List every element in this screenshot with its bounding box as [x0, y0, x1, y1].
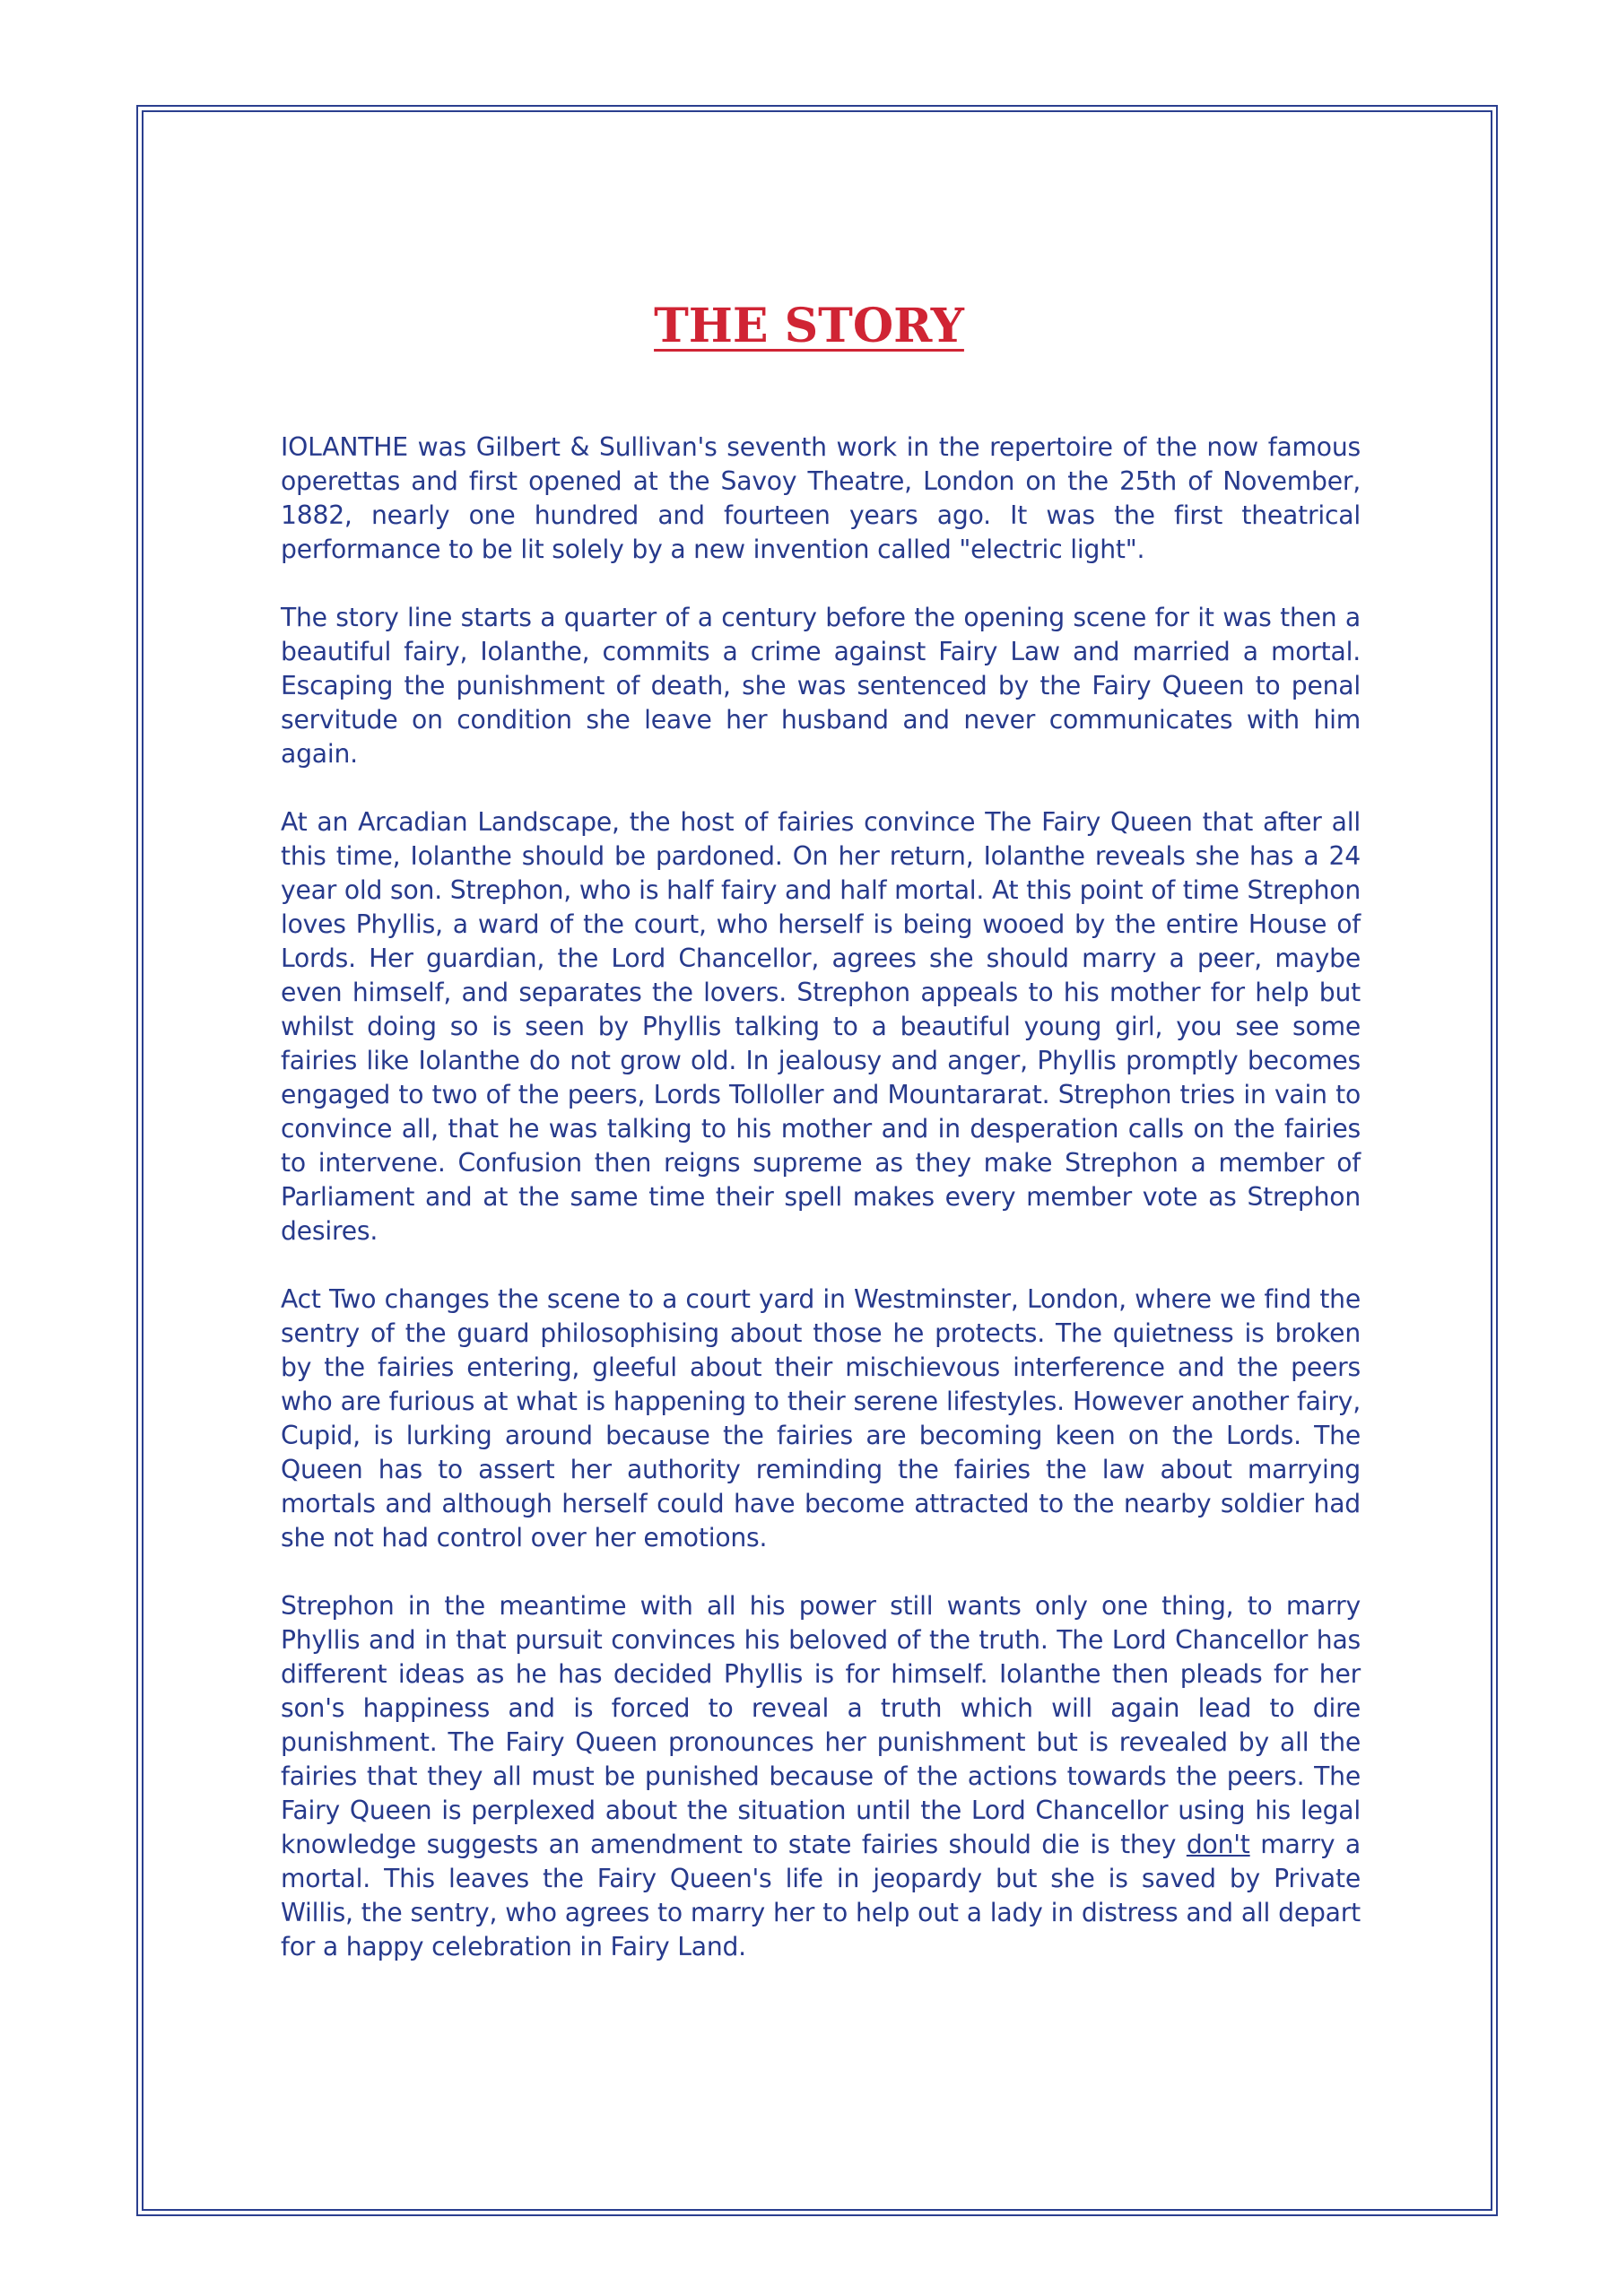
- story-paragraph-5-start: Strephon in the meantime with all his power still wants only one thing, to marry Phyllis and in that pursuit convinces his beloved of the truth. The Lord Chancellor has different ideas as he has decided Phyllis is for himself. Iolanthe then pleads for her son's happiness and is forced to reveal a truth which will again lead to dire punishment. The Fairy Queen pronounces her punishment but is revealed by all the fairies that they all must be punished because of the actions towards the peers. The Fairy Queen is perplexed about the situation until the Lord Chancellor using his legal knowledge suggests an amendment to state fairies should die is they: [281, 1591, 1361, 1859]
- story-paragraph-4: Act Two changes the scene to a court yard in Westminster, London, where we find the sentry of the guard philosophising about those he protects. The quietness is broken by the fairies entering, gleeful about their mischievous interference and the peers who are furious at what is happening to their serene lifestyles. However another fairy, Cupid, is lurking around because the fairies are becoming keen on the Lords. The Queen has to assert her authority reminding the fairies the law about marrying mortals and although herself could have become attracted to the nearby soldier had she not had control over her emotions.: [281, 1284, 1361, 1552]
- underlined-word: don't: [1186, 1830, 1250, 1859]
- story-paragraph-3: At an Arcadian Landscape, the host of fairies convince The Fairy Queen that after all this time, Iolanthe should be pardoned. On her return, Iolanthe reveals she has a 24 year old son. Strephon, who is half fairy and half mortal. At this point of time Strephon loves Phyllis, a ward of the court, who herself is being wooed by the entire House of Lords. Her guardian, the Lord Chancellor, agrees she should marry a peer, maybe even himself, and separates the lovers. Strephon appeals to his mother for help but whilst doing so is seen by Phyllis talking to a beautiful young girl, you see some fairies like Iolanthe do not grow old. In jealousy and anger, Phyllis promptly becomes engaged to two of the peers, Lords Tolloller and Mountararat. Strephon tries in vain to convince all, that he was talking to his mother and in desperation calls on the fairies to intervene. Confusion then reigns supreme as they make Strephon a member of Parliament and at the same time their spell makes every member vote as Strephon desires.: [281, 807, 1361, 1246]
- story-paragraph-2: The story line starts a quarter of a century before the opening scene for it was then a beautiful fairy, Iolanthe, commits a crime against Fairy Law and married a mortal. Escaping the punishment of death, she was sentenced by the Fairy Queen to penal servitude on condition she leave her husband and never communicates with him again.: [281, 603, 1361, 769]
- page-title: [0, 299, 1618, 353]
- story-paragraph-5-end: marry a mortal. This leaves the Fairy Queen's life in jeopardy but she is saved by Private Willis, the sentry, who agrees to marry her to help out a lady in distress and all depart for a happy celebration in Fairy Land.: [281, 1830, 1361, 1961]
- page-title-text: THE STORY: [654, 299, 964, 353]
- story-paragraph-1: IOLANTHE was Gilbert & Sullivan's seventh work in the repertoire of the now famous operettas and first opened at the Savoy Theatre, London on the 25th of November, 1882, nearly one hundred and fourteen years ago. It was the first theatrical performance to be lit solely by a new invention called "electric light".: [281, 432, 1361, 564]
- story-paragraph-5: [281, 1589, 1361, 1964]
- story-body: [281, 430, 1361, 1964]
